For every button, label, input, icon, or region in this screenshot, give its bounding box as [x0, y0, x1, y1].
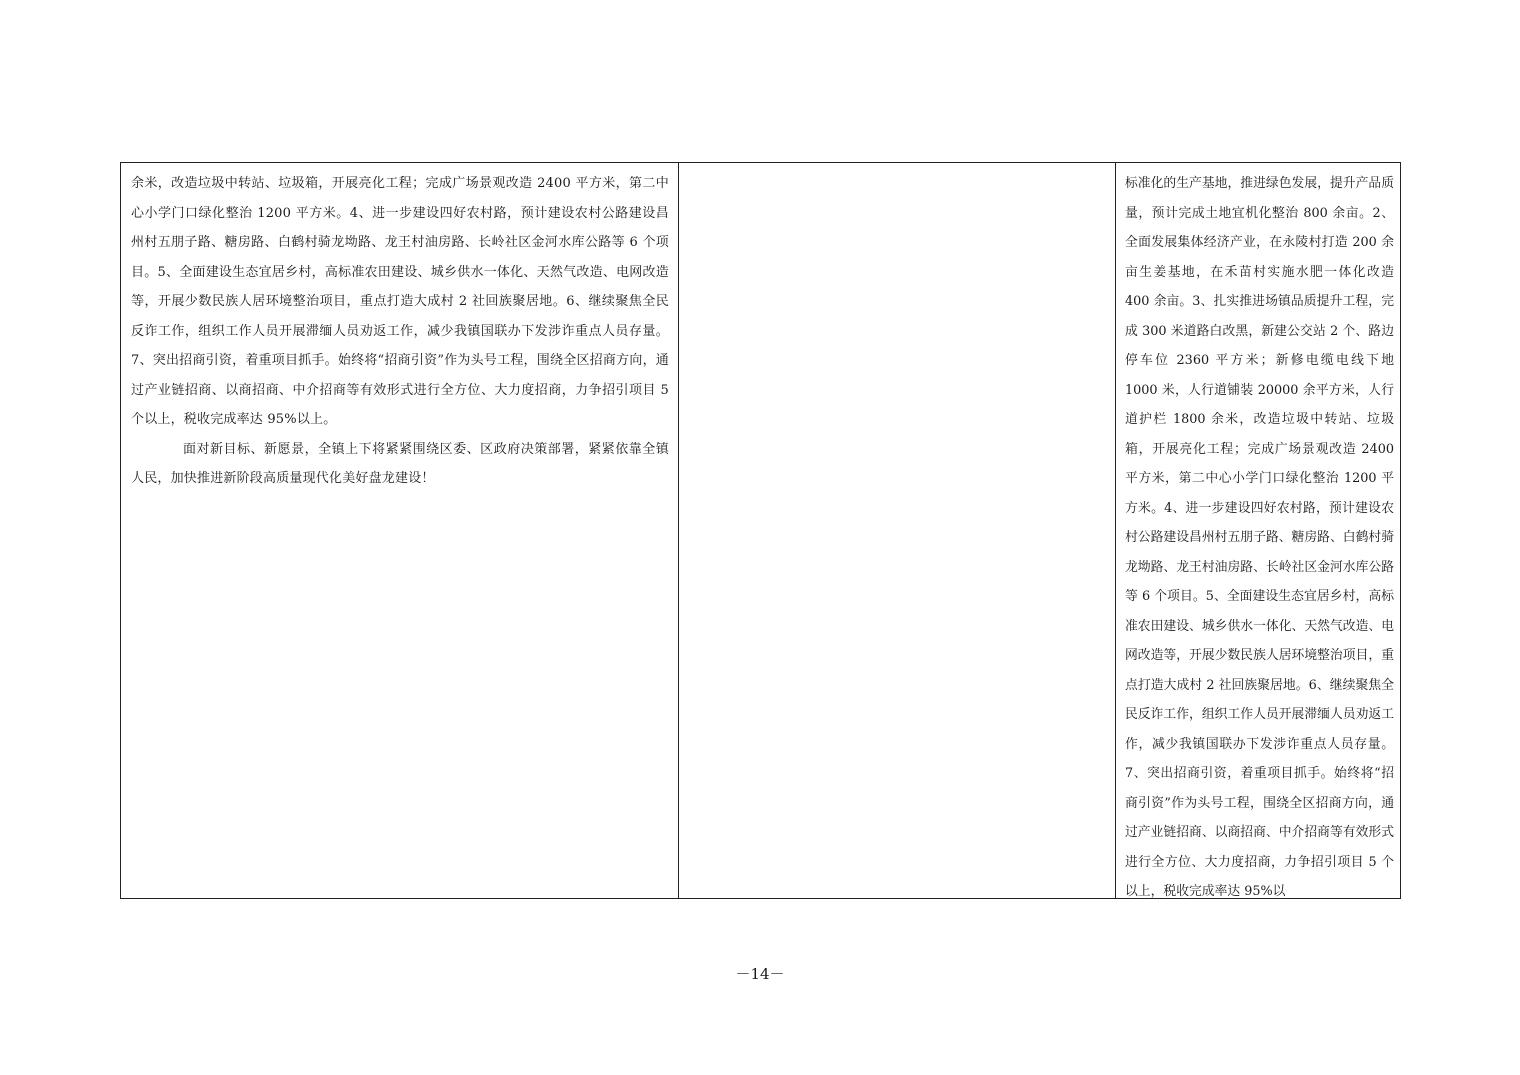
paragraph-left-1: 余米，改造垃圾中转站、垃圾箱，开展亮化工程；完成广场景观改造 2400 平方米，第二中心小学门口绿化整治 1200 平方米。4、进一步建设四好农村路，预计建设农村公路建设昌州村五朋子路、糖房路、白鹤村骑龙坳路、龙王村油房路、长岭社区金河水库公路等 6 个项目。5、全面建设生态宜居乡村，高标准农田建设、城乡供水一体化、天然气改造、电网改造等，开展少数民族人居环境整治项目，重点打造大成村 2 社回族聚居地。6、继续聚焦全民反诈工作，组织工作人员开展滞缅人员劝返工作，减少我镇国联办下发涉诈重点人员存量。7、突出招商引资，着重项目抓手。始终将“招商引资”作为头号工程，围绕全区招商方向，通过产业链招商、以商招商、中介招商等有效形式进行全方位、大力度招商，力争招引项目 5 个以上，税收完成率达 95%以上。: [131, 176, 669, 427]
table-cell-middle-empty: [679, 163, 1116, 898]
document-table: [120, 162, 1401, 899]
paragraph-right-1: 标准化的生产基地，推进绿色发展，提升产品质量，预计完成土地宜机化整治 800 余亩。2、全面发展集体经济产业，在永陵村打造 200 余亩生姜基地，在禾苗村实施水肥一体化改造 400 余亩。3、扎实推进场镇品质提升工程，完成 300 米道路白改黑，新建公交站 2 个、路边停车位 2360 平方米；新修电缆电线下地 1000 米，人行道铺装 20000 余平方米，人行道护栏 1800 余米，改造垃圾中转站、垃圾箱，开展亮化工程；完成广场景观改造 2400 平方米，第二中心小学门口绿化整治 1200 平方米。4、进一步建设四好农村路，预计建设农村公路建设昌州村五朋子路、糖房路、白鹤村骑龙坳路、龙王村油房路、长岭社区金河水库公路等 6 个项目。5、全面建设生态宜居乡村，高标准农田建设、城乡供水一体化、天然气改造、电网改造等，开展少数民族人居环境整治项目，重点打造大成村 2 社回族聚居地。6、继续聚焦全民反诈工作，组织工作人员开展滞缅人员劝返工作，减少我镇国联办下发涉诈重点人员存量。7、突出招商引资，着重项目抓手。始终将“招商引资”作为头号工程，围绕全区招商方向，通过产业链招商、以商招商、中介招商等有效形式进行全方位、大力度招商，力争招引项目 5 个以上，税收完成率达 95%以: [1125, 176, 1394, 898]
paragraph-left-2: 面对新目标、新愿景，全镇上下将紧紧围绕区委、区政府决策部署，紧紧依靠全镇人民，加快推进新阶段高质量现代化美好盘龙建设！: [131, 441, 669, 486]
table-cell-right: [1116, 163, 1400, 898]
table-cell-left: [121, 163, 679, 898]
page-number: －14－: [735, 965, 785, 983]
